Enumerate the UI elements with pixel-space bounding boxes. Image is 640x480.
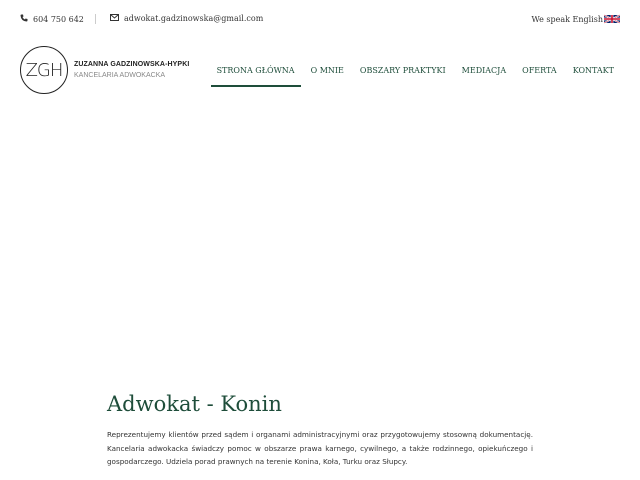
- logo-subtitle: KANCELARIA ADWOKACKA: [74, 72, 166, 79]
- main-nav: [207, 66, 620, 87]
- divider: [95, 14, 96, 24]
- logo-name: ZUZANNA GADZINOWSKA-HYPKI: [74, 61, 190, 68]
- language-switch[interactable]: [532, 14, 620, 24]
- logo-monogram: ZGH: [20, 46, 68, 94]
- phone-icon: [20, 14, 28, 24]
- email-contact[interactable]: [110, 14, 263, 23]
- nav-item-contact[interactable]: KONTAKT: [572, 66, 614, 75]
- nav-item-practice-areas[interactable]: OBSZARY PRAKTYKI: [359, 66, 446, 75]
- top-bar: [0, 0, 640, 38]
- site-logo[interactable]: [20, 46, 189, 94]
- nav-item-mediation[interactable]: MEDIACJA: [461, 66, 507, 75]
- uk-flag-icon: [604, 14, 620, 24]
- page-title: Adwokat - Konin: [107, 392, 282, 416]
- nav-item-offer[interactable]: OFERTA: [522, 66, 557, 75]
- email-address: adwokat.gadzinowska@gmail.com: [124, 14, 264, 23]
- nav-item-about[interactable]: O MNIE: [310, 66, 344, 75]
- hero-description: Reprezentujemy klientów przed sądem i organami administracyjnymi oraz przygotowujemy stosowną dokumentację. Kancelaria adwokacka świadczy pomoc w obszarze prawa karnego, cywilnego, a także rodzinnego, opiekuńczego i gospodarczego. Udziela porad prawnych na terenie Konina, Koła, Turku oraz Słupcy.: [107, 430, 533, 466]
- hero-section: [107, 392, 533, 469]
- nav-item-home[interactable]: STRONA GŁÓWNA: [211, 66, 301, 87]
- phone-number: 604 750 642: [33, 14, 84, 24]
- envelope-icon: [110, 14, 119, 23]
- phone-contact[interactable]: [20, 14, 84, 24]
- language-label: We speak English: [531, 14, 603, 24]
